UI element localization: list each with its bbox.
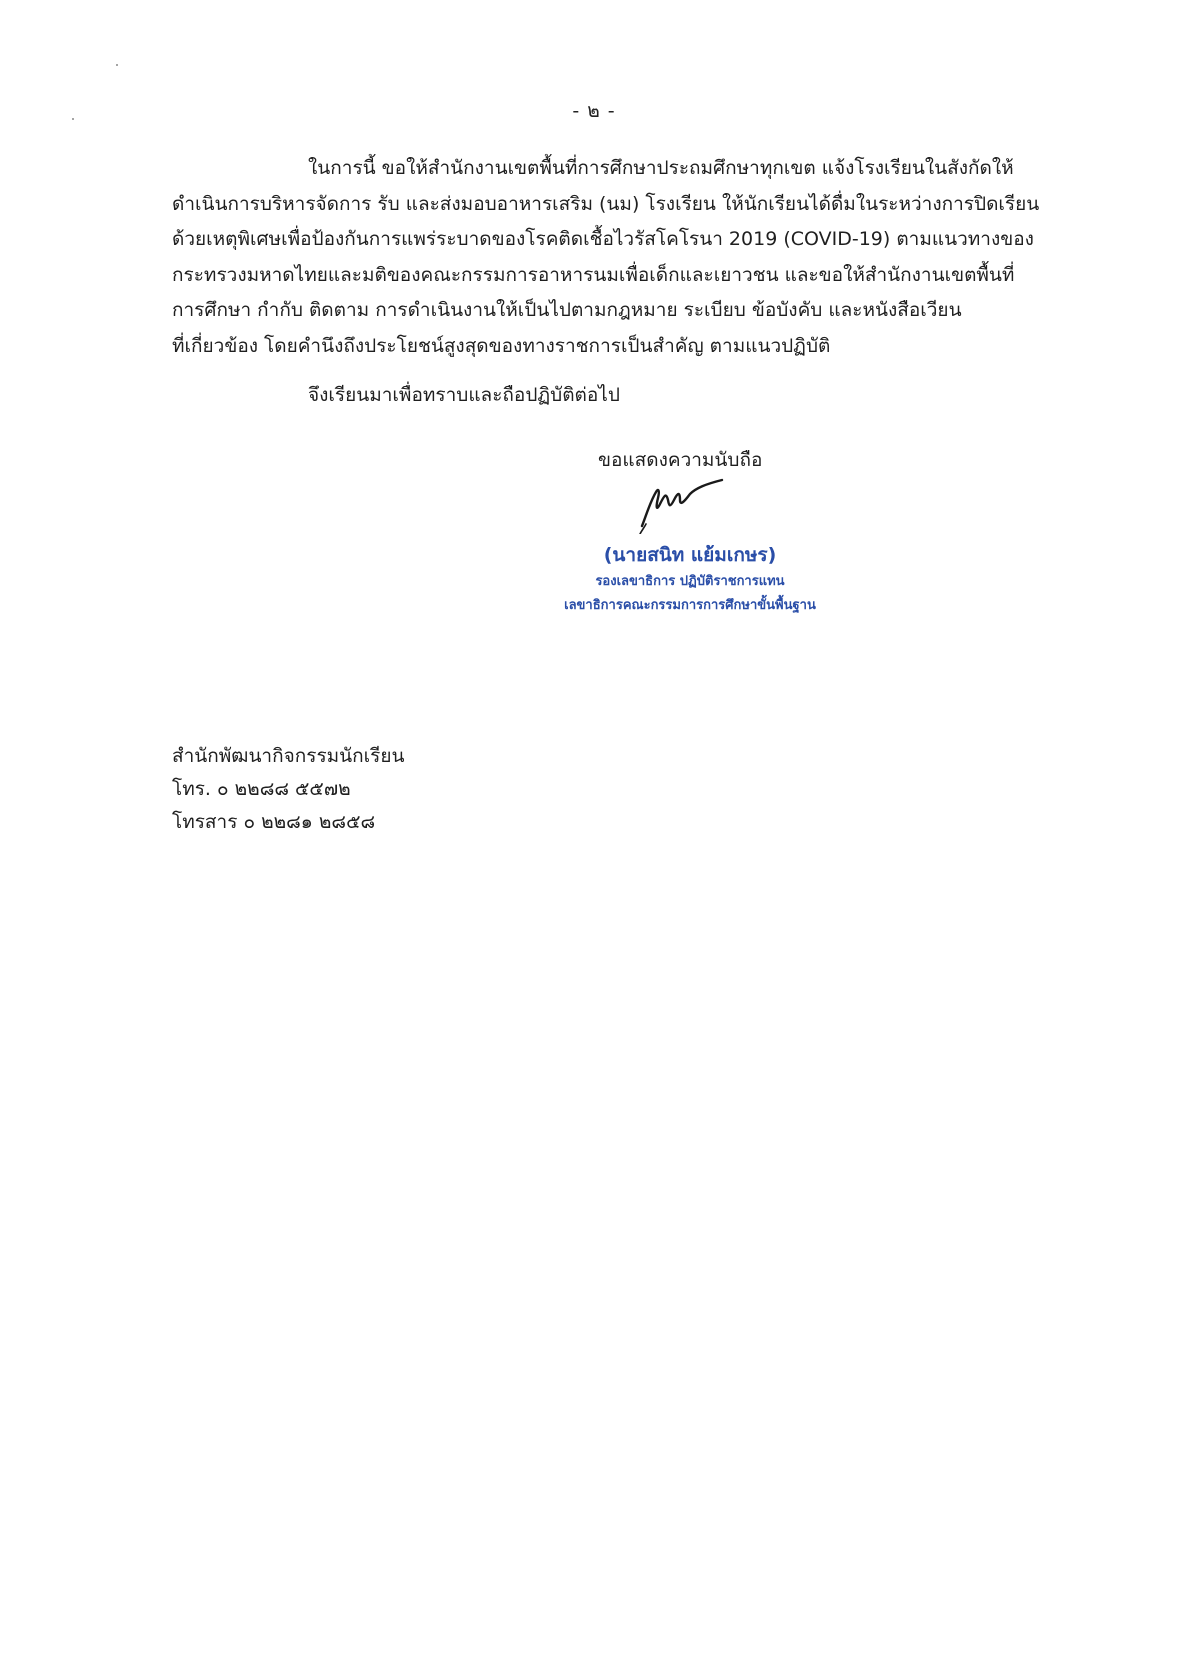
scan-speck	[116, 64, 118, 66]
closing-line: จึงเรียนมาเพื่อทราบและถือปฏิบัติต่อไป	[308, 384, 620, 406]
body-line: ที่เกี่ยวข้อง โดยคำนึงถึงประโยชน์สูงสุดของทางราชการเป็นสำคัญ ตามแนวปฏิบัติ	[172, 334, 831, 357]
page-number: - ๒ -	[572, 100, 616, 122]
contact-block	[172, 740, 405, 839]
signer-title: รองเลขาธิการ ปฏิบัติราชการแทน	[595, 574, 785, 589]
signer-organization: เลขาธิการคณะกรรมการการศึกษาขั้นพื้นฐาน	[564, 598, 816, 613]
contact-phone: โทร. ๐ ๒๒๘๘ ๕๕๗๒	[172, 778, 351, 800]
regards-line: ขอแสดงความนับถือ	[598, 449, 763, 471]
body-line: ในการนี้ ขอให้สำนักงานเขตพื้นที่การศึกษาประถมศึกษาทุกเขต แจ้งโรงเรียนในสังกัดให้	[308, 157, 1014, 179]
body-paragraph	[172, 151, 1084, 364]
body-line: ดำเนินการบริหารจัดการ รับ และส่งมอบอาหารเสริม (นม) โรงเรียน ให้นักเรียนได้ดื่มในระหว่างการปิดเรียน	[172, 192, 1040, 215]
contact-department: สำนักพัฒนากิจกรรมนักเรียน	[172, 745, 405, 767]
contact-fax: โทรสาร ๐ ๒๒๘๑ ๒๘๕๘	[172, 811, 376, 833]
signer-name: (นายสนิท แย้มเกษร)	[603, 544, 777, 566]
body-line: ด้วยเหตุพิเศษเพื่อป้องกันการแพร่ระบาดของโรคติดเชื้อไวรัสโคโรนา 2019 (COVID-19) ตามแนวทางของ	[172, 228, 1034, 250]
body-line: กระทรวงมหาดไทยและมติของคณะกรรมการอาหารนมเพื่อเด็กและเยาวชน และขอให้สำนักงานเขตพื้นที่	[172, 263, 1015, 286]
body-line: การศึกษา กำกับ ติดตาม การดำเนินงานให้เป็นไปตามกฎหมาย ระเบียบ ข้อบังคับ และหนังสือเวียน	[172, 299, 962, 321]
handwritten-signature	[636, 478, 726, 534]
